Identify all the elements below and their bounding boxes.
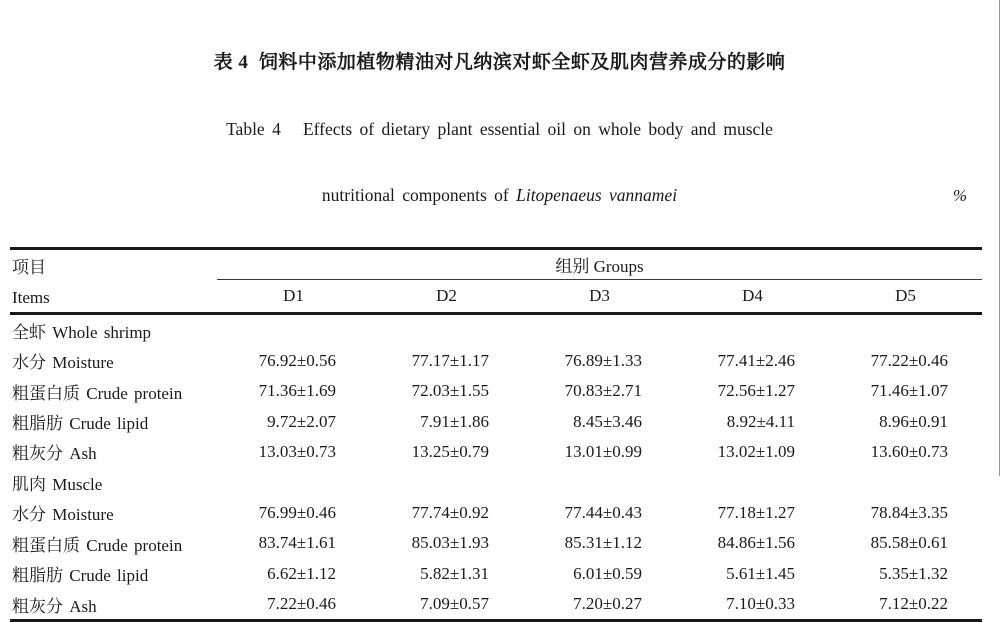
value-cell: 9.72±2.07 — [267, 411, 336, 431]
value-cell: 6.62±1.12 — [267, 563, 336, 583]
row-label: 水分 Moisture — [12, 353, 114, 373]
value-cell: 78.84±3.35 — [870, 502, 948, 522]
value-cell: 6.01±0.59 — [573, 563, 642, 583]
groups-header-cell: 组别 Groups — [217, 250, 982, 280]
row-label: 粗灰分 Ash — [12, 444, 97, 464]
value-cell: 77.18±1.27 — [717, 502, 795, 522]
table-row — [10, 528, 982, 558]
row-label: 粗灰分 Ash — [12, 596, 97, 616]
value-cell: 70.83±2.71 — [564, 381, 642, 401]
value-cell: 7.22±0.46 — [267, 594, 336, 614]
value-cell: 76.89±1.33 — [564, 350, 642, 370]
table-row — [10, 345, 982, 375]
value-cell: 7.09±0.57 — [420, 594, 489, 614]
value-cell: 5.61±1.45 — [726, 563, 795, 583]
value-cell: 76.92±0.56 — [258, 350, 336, 370]
table-title-en-line2 — [0, 180, 999, 211]
value-cell: 72.03±1.55 — [411, 381, 489, 401]
value-cell: 85.58±0.61 — [870, 533, 948, 553]
table-row — [10, 376, 982, 406]
unit-label: % — [952, 186, 967, 205]
items-header-zh: 项目 — [12, 258, 46, 277]
value-cell: 83.74±1.61 — [258, 533, 336, 553]
value-cell: 8.92±4.11 — [726, 411, 795, 431]
value-cell: 76.99±0.46 — [258, 502, 336, 522]
value-cell: 7.91±1.86 — [420, 411, 489, 431]
value-cell: 8.96±0.91 — [879, 411, 948, 431]
table-title-en-line2-text: nutritional components of — [321, 185, 517, 205]
table-body — [10, 315, 982, 619]
row-label: 粗蛋白质 Crude protein — [12, 383, 183, 403]
value-cell: 5.82±1.31 — [420, 563, 489, 583]
value-cell: 8.45±3.46 — [573, 411, 642, 431]
value-cell: 13.02±1.09 — [717, 441, 795, 461]
table-header — [10, 250, 982, 315]
data-table — [10, 247, 982, 622]
value-cell: 85.03±1.93 — [411, 533, 489, 553]
column-header-d3: D3 — [589, 286, 610, 305]
table-row — [10, 437, 982, 467]
table-row — [10, 498, 982, 528]
column-header-d2: D2 — [436, 286, 457, 305]
items-header-en: Items — [12, 288, 50, 307]
value-cell: 72.56±1.27 — [717, 381, 795, 401]
value-cell: 13.01±0.99 — [564, 441, 642, 461]
column-header-d5: D5 — [895, 286, 916, 305]
table-title-zh: 表 4 饲料中添加植物精油对凡纳滨对虾全虾及肌肉营养成分的影响 — [213, 52, 786, 73]
table-row — [10, 406, 982, 436]
row-label: 粗脂肪 Crude lipid — [12, 566, 149, 586]
value-cell: 13.25±0.79 — [411, 441, 489, 461]
value-cell: 84.86±1.56 — [717, 533, 795, 553]
table-title-en-line1: Table 4 Effects of dietary plant essential oil on whole body and muscle — [226, 119, 773, 139]
value-cell: 13.03±0.73 — [258, 441, 336, 461]
value-cell: 85.31±1.12 — [564, 533, 642, 553]
value-cell: 77.44±0.43 — [564, 502, 642, 522]
value-cell: 71.36±1.69 — [258, 381, 336, 401]
table-row — [10, 559, 982, 589]
items-header-cell — [10, 250, 217, 312]
value-cell: 77.41±2.46 — [717, 350, 795, 370]
row-label: 粗脂肪 Crude lipid — [12, 414, 149, 434]
value-cell: 13.60±0.73 — [870, 441, 948, 461]
row-label: 粗蛋白质 Crude protein — [12, 535, 183, 555]
table-caption — [0, 12, 999, 247]
value-cell: 7.20±0.27 — [573, 594, 642, 614]
section-row: 全虾 Whole shrimp — [12, 322, 152, 342]
column-header-d1: D1 — [283, 286, 304, 305]
value-cell: 71.46±1.07 — [870, 381, 948, 401]
value-cell: 7.10±0.33 — [726, 594, 795, 614]
section-row: 肌肉 Muscle — [12, 474, 103, 494]
column-header-d4: D4 — [742, 286, 763, 305]
table-row — [10, 589, 982, 619]
value-cell: 77.22±0.46 — [870, 350, 948, 370]
value-cell: 77.74±0.92 — [411, 502, 489, 522]
value-cell: 5.35±1.32 — [879, 563, 948, 583]
value-cell: 7.12±0.22 — [879, 594, 948, 614]
value-cell: 77.17±1.17 — [411, 350, 489, 370]
species-name: Litopenaeus vannamei — [516, 185, 678, 205]
row-label: 水分 Moisture — [12, 505, 114, 525]
